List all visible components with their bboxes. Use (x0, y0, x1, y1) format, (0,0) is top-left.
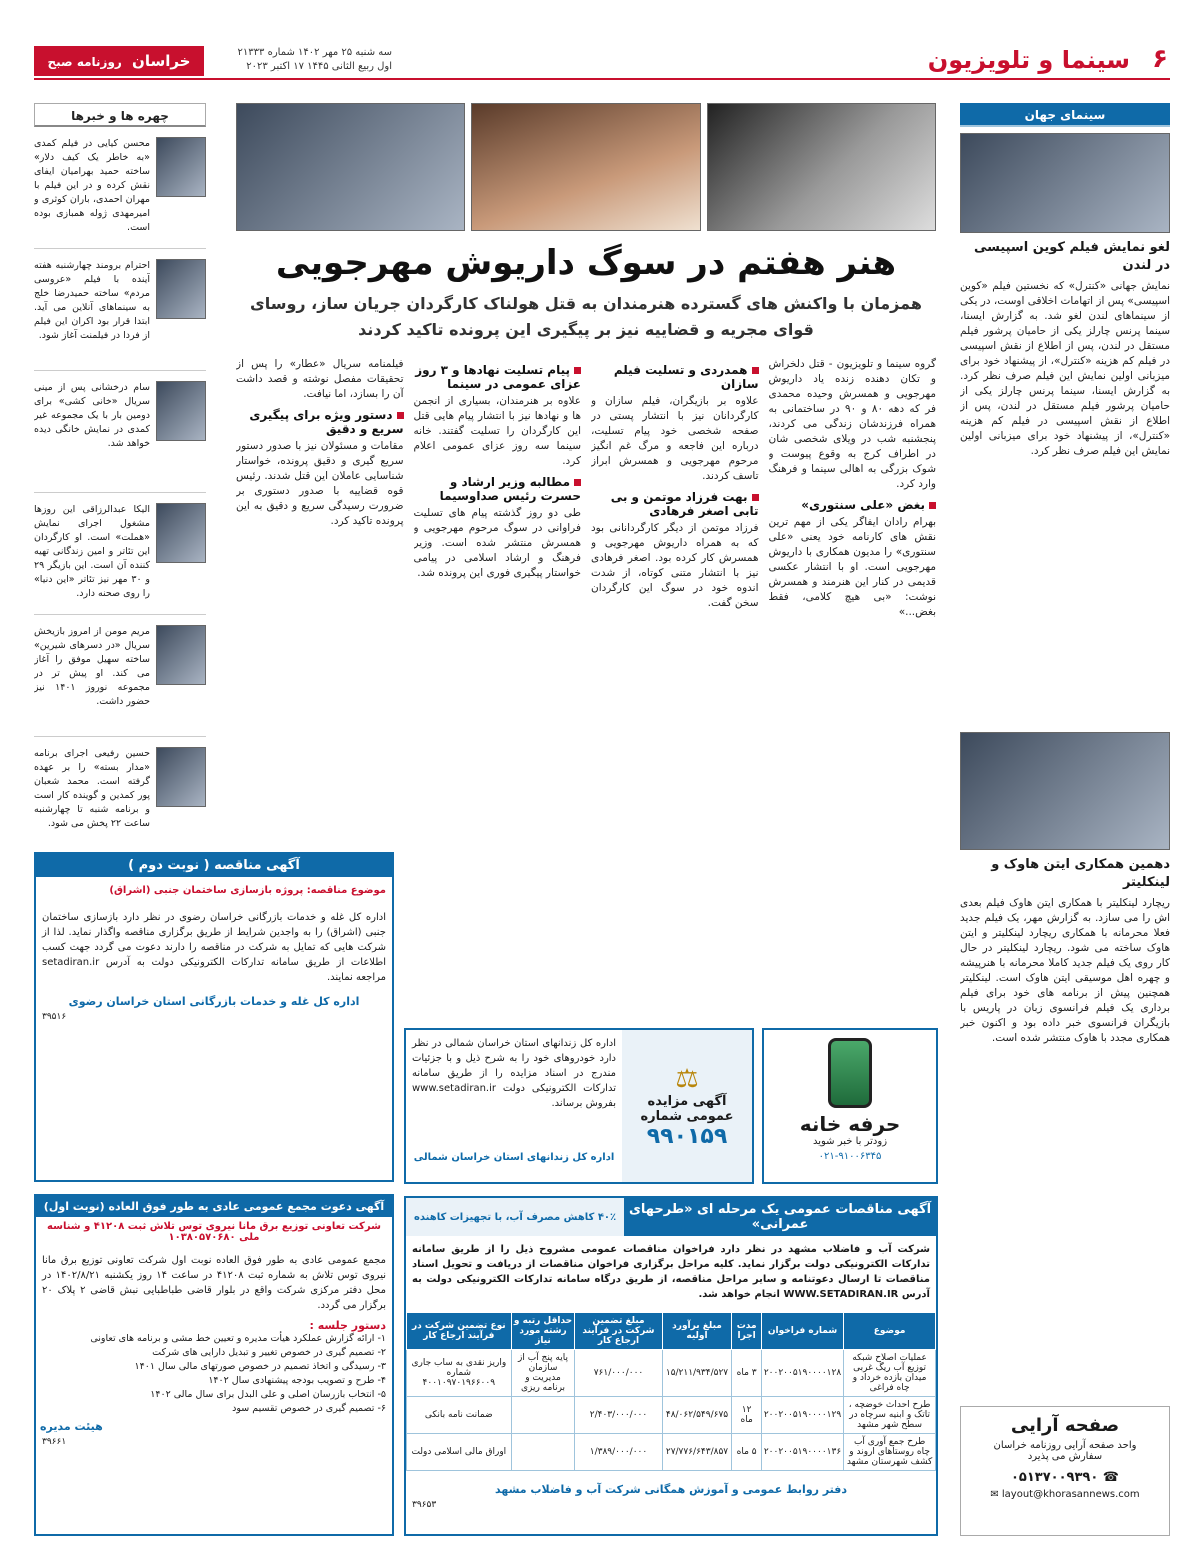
face-text: حسین رفیعی اجرای برنامه «مدار بسته» را بر عهده گرفته است. محمد شعبان پور کمدین و گوینده کار است و برنامه شنبه تا چهارشنبه ساعت ۲۲ پخش می شود. (34, 748, 150, 829)
face-photo (156, 259, 206, 319)
table-cell: اوراق مالی اسلامی دولت (407, 1434, 512, 1471)
face-photo (156, 625, 206, 685)
story-subhead: همدردی و تسلیت فیلم سازان (613, 363, 759, 391)
table-cell: واریز نقدی به ساب جاری شماره ۴۰۰۱۰۹۷۰۱۹۶۶۰۰۹ (407, 1350, 512, 1397)
world-cinema-title: سینمای جهان (960, 103, 1170, 127)
table-cell: ۲۷/۷۷۶/۶۴۳/۸۵۷ (662, 1434, 732, 1471)
auction-ad-body: اداره کل زندانهای استان خراسان شمالی در نظر دارد خودروهای خود را به شرح ذیل و با جزئیات مندرج در اسناد مزایده را از طریق سامانه تدارکات الکترونیکی دولت www.setadiran.ir بفروش برساند. (412, 1038, 616, 1109)
auction-ad-title: آگهی مزایده عمومی شماره (640, 1093, 734, 1124)
story-text: طی دو روز گذشته پیام های تسلیت فراوانی در سوگ مرحوم مهرجویی و همسرش منتشر شده است. وزیر فرهنگ و ارشاد اسلامی در پیامی خواستار پیگیری فوری این پرونده شد. (413, 507, 581, 579)
table-cell: ۱۵/۲۱۱/۹۳۴/۵۲۷ (662, 1350, 732, 1397)
table-cell: طرح احداث خوضچه ، تاتک و ابنیه سرچاه در سطح شهر مشهد (844, 1397, 936, 1434)
headline: هنر هفتم در سوگ داریوش مهرجویی (275, 243, 897, 283)
phone-icon (828, 1038, 872, 1108)
water-ad-title: آگهی مناقصات عمومی یک مرحله ای «طرحهای عمرانی» (624, 1198, 936, 1236)
story-column (591, 357, 759, 787)
tender-ad-subtitle: موضوع مناقصه: پروژه بازسازی ساختمان جنبی (اشراق) (109, 885, 386, 896)
water-ad-intro: شرکت آب و فاضلاب مشهد در نظر دارد فراخوان مناقصات عمومی مشروح ذیل را از طریق سامانه تدارکات الکترونیکی دولت برگزار نماید. کلیه مراحل برگزاری فراخوان مناقصات از دریافت و تحویل اسناد مناقصات تا ارسال دعوتنامه و سایر مراحل مناقصه، از طریق درگاه سامانه تدارکات الکترونیکی دولت به آدرس WWW.SETADIRAN.IR انجام خواهد شد. (412, 1244, 930, 1300)
table-cell: ۷۶۱/۰۰۰/۰۰۰ (575, 1350, 662, 1397)
story2-title: دهمین همکاری ایتن هاوک و لینکلیتر (991, 857, 1170, 890)
column-header: مبلغ برآورد اولیه (662, 1313, 732, 1350)
faces-news-title: چهره ها و خبرها (34, 103, 206, 127)
story-photo (236, 103, 465, 231)
layout-service-box (960, 1406, 1170, 1536)
story-subhead: پیام تسلیت نهادها و ۳ روز عزای عمومی در سینما (415, 363, 581, 391)
tender-ad (34, 852, 394, 1182)
table-cell: ۱۲ ماه (732, 1397, 761, 1434)
face-item (34, 747, 206, 859)
table-cell: پایه پنج آب از سازمان مدیریت و برنامه ریزی (511, 1350, 575, 1397)
face-text: احترام برومند چهارشنبه هفته آینده با فیلم «عروسی مردم» ساخته حمیدرضا خلج به سینماهای آنلاین می آید. ابتدا قرار بود اکران این فیلم از فردا در فیلمنت آغاز شود. (34, 260, 150, 341)
story-column (769, 357, 937, 787)
scales-icon: ⚖ (675, 1063, 699, 1094)
story-text: مقامات و مسئولان نیز با صدور دستور سریع گیری و دقیق پرونده، خواستار شناسایی عاملان این قتل شدند. رئیس قوه قضاییه با صدور دستوری بر ضرورت رسیدگی سریع و دقیق به این پرونده تاکید کرد. (236, 440, 404, 527)
auction-ad (404, 1028, 754, 1184)
table-cell: طرح جمع آوری آب چاه روستاهای اروند و کشف شهرستان مشهد (844, 1434, 936, 1471)
table-row (407, 1434, 936, 1471)
water-ad-header (406, 1198, 936, 1236)
face-photo (156, 747, 206, 807)
agenda-item: ۳- رسیدگی و اتخاذ تصمیم در خصوص صورتهای مالی سال ۱۴۰۱ (134, 1361, 386, 1372)
face-text: محسن کیایی در فیلم کمدی «به خاطر یک کیف دلار» ساخته حمید بهرامیان ایفای نقش کرده و در این فیلم با مهران احمدی، باران کوثری و امیرمهدی ژوله همبازی بوده است. (34, 138, 150, 233)
agenda-item: ۲- تصمیم گیری در خصوص تغییر و تبدیل دارایی های شرکت (152, 1347, 386, 1358)
table-cell: ۴۸/۰۶۲/۵۴۹/۶۷۵ (662, 1397, 732, 1434)
water-tender-ad (404, 1196, 938, 1536)
table-cell: ۲۰۰۲۰۰۵۱۹۰۰۰۰۱۲۸ (761, 1350, 843, 1397)
coop-ad-agenda-title: دستور جلسه : (309, 1319, 386, 1332)
subheadline: همزمان با واکنش های گسترده هنرمندان به قتل هولناک کارگردان جریان ساز، روسای قوای مجریه و قضاییه نیز بر پیگیری این پرونده تاکید کردند (250, 294, 922, 339)
coop-ad-title: آگهی دعوت مجمع عمومی عادی به طور فوق العاده (نوبت اول) (36, 1196, 392, 1217)
story-column (414, 357, 582, 787)
layout-service-line2: سفارش می پذیرد (1027, 1451, 1103, 1462)
water-tender-table (406, 1312, 936, 1471)
section-title: سینما و تلویزیون (927, 46, 1130, 74)
table-cell: عملیات اصلاح شبکه توزیع آب ریگ غربی میدان بازده خرداد و چاه فراغی (844, 1350, 936, 1397)
water-ad-footer: دفتر روابط عمومی و آموزش همگانی شرکت آب و فاضلاب مشهد (494, 1483, 848, 1496)
column-header: شماره فراخوان (761, 1313, 843, 1350)
app-ad (762, 1028, 938, 1184)
face-item (34, 259, 206, 371)
hawke-linklater-photo (960, 732, 1170, 850)
column-header: مدت اجرا (732, 1313, 761, 1350)
layout-service-phone: ☎ ۰۵۱۳۷۰۰۹۳۹۰ (1010, 1470, 1119, 1485)
date-line-2: اول ربیع الثانی ۱۴۴۵ ۱۷ اکتبر ۲۰۲۳ (246, 61, 392, 72)
coop-ad-body: مجمع عمومی عادی به طور فوق العاده نوبت اول شرکت تعاونی توزیع برق مانا نیروی توس تلاش به شماره ثبت ۴۱۲۰۸ در ساعت ۱۴ روز یکشنبه ۱۴۰۲/۸/۲۱ در محل دفتر مرکزی شرکت واقع در بلوار قاضی طباطبایی نبش قاضی ۲ پلاک ۲۰ برگزار می گردد. (42, 1255, 387, 1311)
story1-title: لغو نمایش فیلم کوین اسپیسی در لندن (973, 240, 1170, 273)
agenda-item: ۴- طرح و تصویب بودجه پیشنهادی سال ۱۴۰۲ (208, 1375, 386, 1386)
app-ad-phone: ۰۲۱-۹۱۰۰۶۳۴۵ (818, 1151, 882, 1162)
face-text: الیکا عبدالرزاقی این روزها مشغول اجرای نمایش «هملت» است. او کارگردان این تئاتر و امین زندگانی تهیه کننده آن است. این بازیگر ۲۹ و ۳۰ مهر نیز تئاتر «این دنیا» را روی صحنه دارد. (34, 504, 150, 599)
table-cell: ضمانت نامه بانکی (407, 1397, 512, 1434)
tender-ad-body: اداره کل غله و خدمات بازرگانی خراسان رضوی در نظر دارد بازسازی ساختمان جنبی (اشراق) را به واجدین شرایط از طریق برگزاری مناقصه واگذار نماید. لذا از شرکت هایی که تمایل به شرکت در مناقصه را دارند دعوت می گردد جهت کسب اطلاعات از طریق سامانه تدارکات الکترونیکی دولت به آدرس setadiran.ir مراجعه نمایند. (42, 912, 386, 983)
story-photo (707, 103, 936, 231)
story-photos (236, 103, 936, 231)
table-header-row (407, 1313, 936, 1350)
table-cell: ۵ ماه (732, 1434, 761, 1471)
story-text: فیلمنامه سریال «عطار» را پس از تحقیقات مفصل نوشته و قصد داشت آن را بسازد، اما نیافت. (236, 358, 404, 400)
story2-text: ریچارد لینکلیتر با همکاری ایتن هاوک فیلم بعدی اش را می سازد. به گزارش مهر، یک فیلم جدید فعلا محرمانه با همکاری ریچارد لینکلیتر و ایتن هاوک ساخته می شود. ریچارد لینکلیتر در حال کار روی یک فیلم جدید کاملا محرمانه با هنرپیشه و چهره اهل موسیقی ایتن هاوک است. لینکلیتر همچنین پیش از برنامه های خود برای فیلم برداری یک فیلم فرانسوی زبان در پاریس با بازیگران فرانسوی خبر داده بود و اکنون خبر همکاری مجدد با هاوک منتشر شده است. (960, 897, 1170, 1044)
coop-ad-subtitle: شرکت تعاونی توزیع برق مانا نیروی توس تلاش ثبت ۴۱۲۰۸ و شناسه ملی ۱۰۳۸۰۵۷۰۶۸۰ (47, 1221, 381, 1243)
story-text: بهرام رادان ایفاگر یکی از مهم ترین نقش های کارنامه خود یعنی «علی سنتوری» را مدیون همکاری با داریوش مهرجویی است. او با انتشار عکسی قدیمی در کنار این هنرمند و همسرش نوشت: «بی هیچ کلامی، فقط بغض...» (768, 516, 936, 618)
story1-text: نمایش جهانی «کنترل» که نخستین فیلم «کوین اسپیسی» پس از اتهامات اخلاقی اوست، در یکی از سینماهای لندن لغو شد. به گزارش ایسنا، سینما پرنس چارلز یکی از حامیان پرشور فیلم مستقل در لندن، پس از اطلاع از نقش اسپیسی در فیلم کم هزینه «کنترل»، از پیشنهاد خود برای میزبانی اولین نمایش این فیلم صرف نظر کرد. به گزارش ایسنا، سینما پرنس چارلز یکی از حامیان پرشور فیلم مستقل در لندن، پس از اطلاع از نقش اسپیسی در فیلم کم هزینه «کنترل»، از پیشنهاد خود برای میزبانی اولین نمایش این فیلم صرف نظر کرد. (960, 280, 1170, 457)
agenda-item: ۵- انتخاب بازرسان اصلی و علی البدل برای سال مالی ۱۴۰۲ (150, 1389, 386, 1400)
auction-ad-footer: اداره کل زندانهای استان خراسان شمالی (413, 1152, 615, 1163)
story-text: علاوه بر بازیگران، فیلم سازان و کارگردانان نیز با انتشار پستی در صفحه شخصی خود پیام تسلیت، درباره این فاجعه و مرگ غم انگیز مرحوم مهرجویی و همسرش ابراز تاسف کردند. (591, 395, 759, 482)
story-subhead: بهت فرزاد موتمن و بی تابی اصغر فرهادی (610, 490, 759, 518)
face-text: سام درخشانی پس از مینی سریال «خانی کشی» برای دومین بار با یک مجموعه غیر کمدی در نمایش خانگی دیده خواهد شد. (34, 382, 150, 449)
auction-ad-content (406, 1030, 622, 1182)
tender-ad-code: ۳۹۵۱۶ (42, 1012, 67, 1022)
coop-meeting-ad (34, 1194, 394, 1536)
face-item (34, 625, 206, 737)
brand-badge (34, 46, 204, 99)
coop-agenda (36, 1332, 392, 1416)
column-header: موضوع (844, 1313, 936, 1350)
story-column (236, 357, 404, 787)
story-subhead: مطالبه وزیر ارشاد و حسرت رئیس صداوسیما (439, 475, 581, 503)
page-header (34, 44, 1170, 99)
issue-date (212, 46, 392, 74)
phone-icon: ☎ (1102, 1470, 1119, 1485)
face-item (34, 381, 206, 493)
face-item (34, 503, 206, 615)
auction-ad-badge (622, 1030, 752, 1182)
water-ad-code: ۳۹۶۵۳ (412, 1500, 437, 1510)
column-header: حداقل رتبه و رشته مورد نیاز (511, 1313, 575, 1350)
table-cell (511, 1397, 575, 1434)
world-cinema-column (960, 103, 1170, 1393)
layout-service-email[interactable]: ✉ layout@khorasannews.com (990, 1489, 1140, 1500)
app-ad-title: حرفه خانه (799, 1112, 901, 1136)
coop-ad-footer: هیئت مدیره (40, 1420, 103, 1433)
auction-ad-number: ۹۹۰۱۵۹ (646, 1123, 728, 1149)
table-cell: ۲۰۰۲۰۰۵۱۹۰۰۰۰۱۲۹ (761, 1397, 843, 1434)
tender-ad-title: آگهی مناقصه ( نوبت دوم ) (36, 854, 392, 877)
column-header: مبلغ تضمین شرکت در فرآیند ارجاع کار (575, 1313, 662, 1350)
story-subhead: بغض «علی سنتوری» (769, 498, 937, 512)
tender-ad-footer: اداره کل غله و خدمات بازرگانی استان خراسان رضوی (68, 995, 360, 1008)
face-text: مریم مومن از امروز بازیخش سریال «در دسرهای شیرین» ساخته سهیل موفق را آغاز می کند. او پیش تر در مجموعه نوروز ۱۴۰۱ نیز حضور داشت. (34, 626, 150, 707)
face-item (34, 137, 206, 249)
app-ad-tagline: زودتر با خبر شوید (812, 1136, 888, 1147)
main-story (236, 103, 936, 843)
brand-name: خراسان (132, 52, 191, 70)
story-text: فرزاد موتمن از دیگر کارگردانانی بود که به همراه داریوش مهرجویی و همسرش کار کرده بود. اصغر فرهادی نیز با انتشار متنی کوتاه، از شدت اندوه خود در سوگ این کارگردان سخن گفت. (591, 522, 759, 609)
table-cell (511, 1434, 575, 1471)
face-photo (156, 381, 206, 441)
table-row (407, 1350, 936, 1397)
story-photo (471, 103, 700, 231)
table-cell: ۱/۳۸۹/۰۰۰/۰۰۰ (575, 1434, 662, 1471)
agenda-item: ۶- تصمیم گیری در خصوص تقسیم سود (232, 1403, 386, 1414)
table-cell: ۲/۴۰۳/۰۰۰/۰۰۰ (575, 1397, 662, 1434)
story-text: علاوه بر هنرمندان، بسیاری از انجمن ها و نهادها نیز با انتشار پیام هایی قتل این کارگردان را تسلیت گفتند. خانه سینما سه روز عزای عمومی اعلام کرد. (413, 395, 581, 467)
table-cell: ۲۰۰۲۰۰۵۱۹۰۰۰۰۱۳۶ (761, 1434, 843, 1471)
email-icon: ✉ (990, 1489, 999, 1500)
agenda-item: ۱- ارائه گزارش عملکرد هیأت مدیره و تعیین خط مشی و برنامه های تعاونی (90, 1333, 386, 1344)
coop-ad-code: ۳۹۶۶۱ (42, 1437, 67, 1447)
story-body (236, 357, 936, 787)
table-cell: ۳ ماه (732, 1350, 761, 1397)
column-header: نوع تضمین شرکت در فرآیند ارجاع کار (407, 1313, 512, 1350)
layout-service-line: واحد صفحه آرایی روزنامه خراسان (993, 1440, 1137, 1451)
face-photo (156, 503, 206, 563)
story-subhead: دستور ویژه برای پیگیری سریع و دقیق (249, 408, 404, 436)
page-number: ۶ (1152, 44, 1168, 74)
date-line-1: سه شنبه ۲۵ مهر ۱۴۰۲ شماره ۲۱۳۳۳ (237, 47, 392, 58)
spacey-photo (960, 133, 1170, 233)
table-row (407, 1397, 936, 1434)
layout-service-title: صفحه آرایی (1010, 1415, 1120, 1436)
story-lead: گروه سینما و تلویزیون - قتل دلخراش و تکان دهنده زنده یاد داریوش مهرجویی و همسرش وحیده محمدی فر که دهه ۸۰ و ۹۰ در ساختمانی به همراه فرزندشان زندگی می کردند، پنجشنبه شب در ویلای شخصی شان در اطراف کرج به وقوع پیوست و شوک بزرگی به اهالی سینما و فرهنگ وارد کرد. (768, 358, 936, 490)
water-ad-badge: ۴۰٪ کاهش مصرف آب، با تجهیزات کاهنده (414, 1211, 617, 1223)
face-photo (156, 137, 206, 197)
faces-news-column (34, 103, 206, 843)
brand-tagline: روزنامه صبح ایران (47, 55, 135, 99)
